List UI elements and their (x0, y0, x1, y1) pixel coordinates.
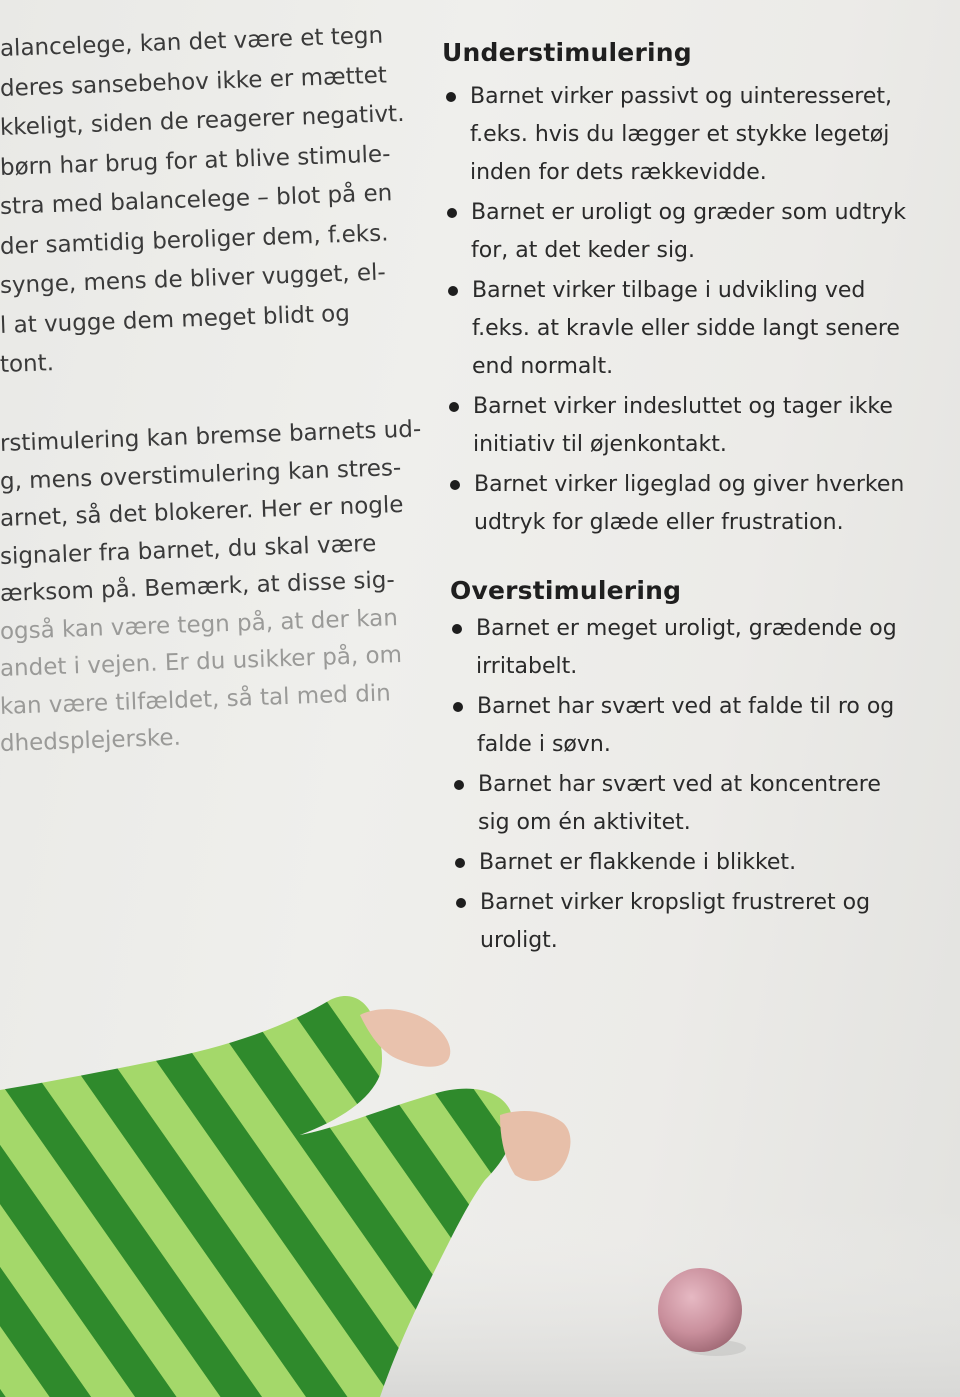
bullet-icon (448, 286, 458, 296)
overstimulering-heading: Overstimulering (450, 576, 682, 605)
text-line: rstimulering kan bremse barnets ud- (0, 416, 422, 457)
text-line: dhedsplejerske. (0, 724, 182, 757)
bullet-line: udtryk for glæde eller frustration. (474, 510, 844, 535)
bullet-icon (447, 208, 457, 218)
bullet-line: uroligt. (480, 928, 558, 953)
text-line: arnet, så det blokerer. Her er nogle (0, 491, 404, 532)
bullet-line: Barnet har svært ved at koncentrere (478, 772, 881, 797)
baby-photo (0, 960, 960, 1397)
bullet-line: end normalt. (472, 354, 614, 379)
text-line: også kan være tegn på, at der kan (0, 604, 399, 645)
text-line: ærksom på. Bemærk, at disse sig- (0, 567, 396, 607)
text-line: børn har brug for at blive stimule- (0, 140, 391, 181)
bullet-icon (449, 402, 459, 412)
bullet-line: Barnet virker indesluttet og tager ikke (473, 394, 893, 419)
text-line: der samtidig beroliger dem, f.eks. (0, 219, 389, 260)
bullet-line: Barnet er uroligt og græder som udtryk (471, 200, 906, 225)
bullet-line: Barnet har svært ved at falde til ro og (477, 694, 895, 719)
bullet-line: Barnet virker passivt og uinteresseret, (470, 84, 893, 109)
bullet-icon (452, 624, 462, 634)
understimulering-heading: Understimulering (442, 38, 692, 67)
text-line: deres sansebehov ikke er mættet (0, 62, 388, 102)
bullet-icon (450, 480, 460, 490)
text-line: l at vugge dem meget blidt og (0, 300, 351, 339)
bullet-icon (454, 780, 464, 790)
text-line: tont. (0, 350, 55, 378)
bullet-line: sig om én aktivitet. (478, 810, 691, 835)
text-line: g, mens overstimulering kan stres- (0, 454, 402, 495)
bullet-icon (453, 702, 463, 712)
text-line: kkeligt, siden de reagerer negativt. (0, 100, 405, 141)
bullet-line: f.eks. at kravle eller sidde langt senere (472, 316, 900, 341)
bullet-line: Barnet virker ligeglad og giver hverken (474, 472, 905, 497)
text-line: signaler fra barnet, du skal være (0, 530, 377, 570)
text-line: synge, mens de bliver vugget, el- (0, 259, 387, 299)
text-line: alancelege, kan det være et tegn (0, 22, 384, 62)
text-line: andet i vejen. Er du usikker på, om (0, 641, 403, 682)
bullet-line: Barnet er meget uroligt, grædende og (476, 616, 897, 641)
bullet-icon (456, 898, 466, 908)
bullet-line: falde i søvn. (477, 732, 611, 757)
bullet-icon (446, 92, 456, 102)
bullet-line: for, at det keder sig. (471, 238, 696, 263)
bullet-line: initiativ til øjenkontakt. (473, 432, 727, 457)
bullet-line: Barnet er flakkende i blikket. (479, 850, 797, 875)
bullet-line: irritabelt. (476, 654, 578, 679)
bullet-line: f.eks. hvis du lægger et stykke legetøj (470, 122, 890, 147)
bullet-line: inden for dets rækkevidde. (470, 160, 767, 185)
toy-ball (658, 1268, 742, 1352)
bullet-line: Barnet virker kropsligt frustreret og (480, 890, 871, 915)
text-line: stra med balancelege – blot på en (0, 180, 393, 220)
bullet-line: Barnet virker tilbage i udvikling ved (472, 278, 866, 303)
bullet-icon (455, 858, 465, 868)
text-line: kan være tilfældet, så tal med din (0, 679, 392, 720)
